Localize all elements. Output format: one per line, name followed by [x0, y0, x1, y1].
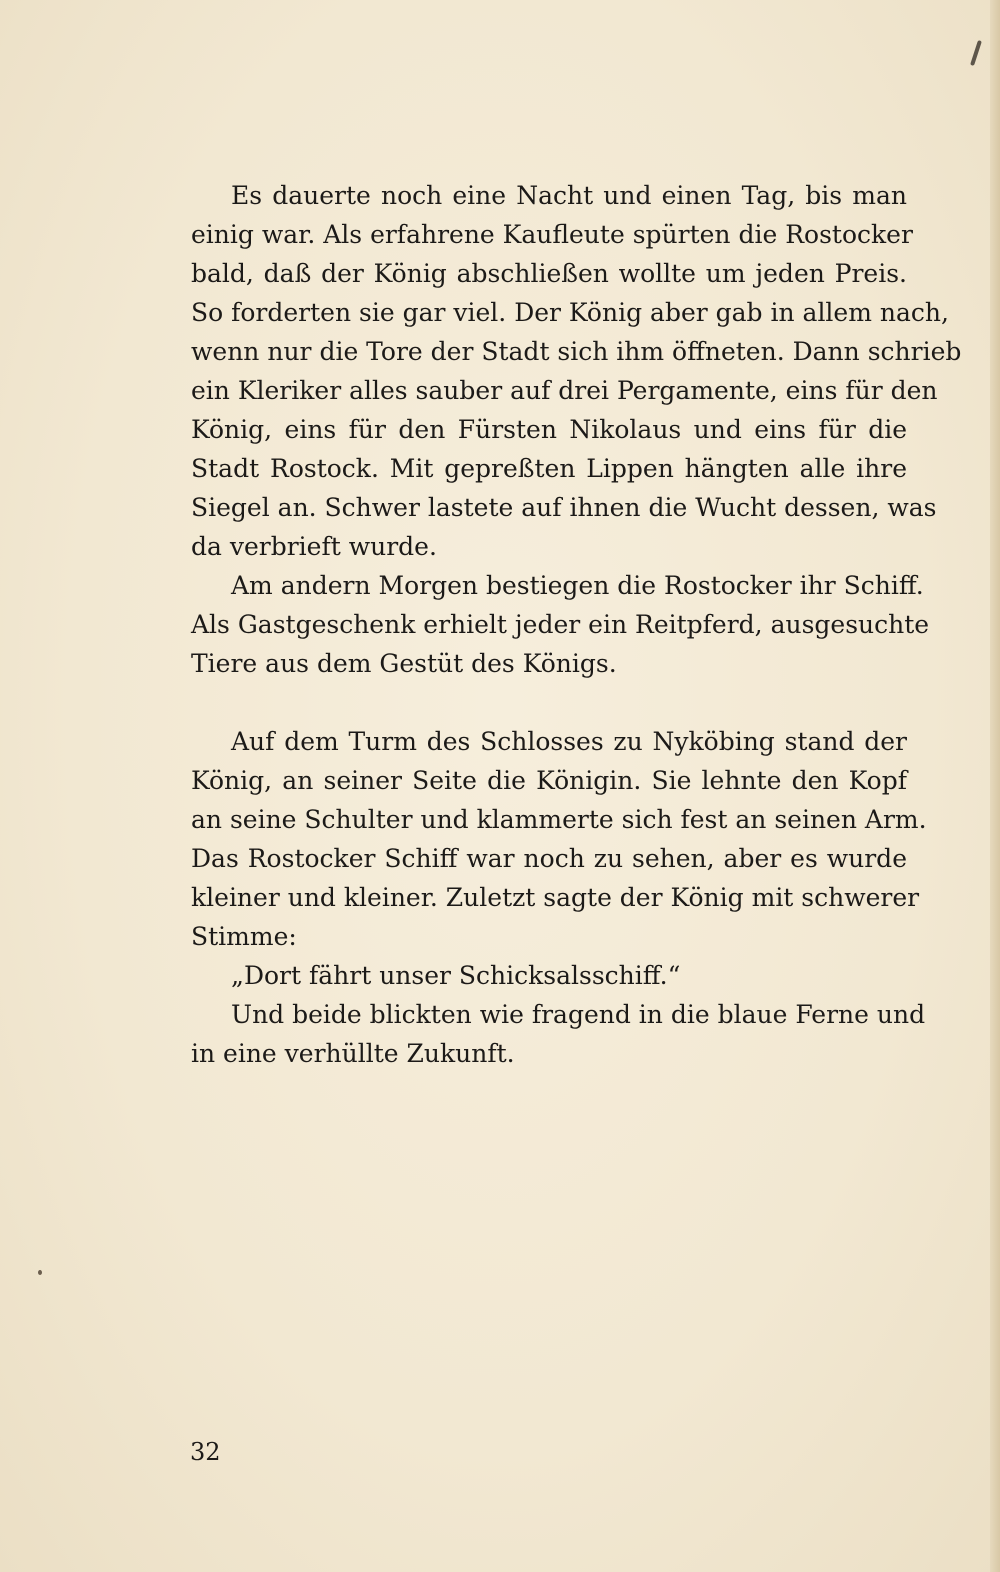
text-line: König, an seiner Seite die Königin. Sie lehnte den Kopf — [191, 766, 907, 795]
paper-speck — [38, 1270, 42, 1275]
text-line: „Dort fährt unser Schicksalsschiff.“ — [231, 961, 681, 990]
text-line: Es dauerte noch eine Nacht und einen Tag, bis man — [231, 181, 907, 210]
paragraph-3 — [191, 722, 927, 956]
text-line: Als Gastgeschenk erhielt jeder ein Reitpferd, ausgesuchte — [191, 610, 930, 639]
text-line: an seine Schulter und klammerte sich fest an seinen Arm. — [191, 805, 927, 834]
text-line: Das Rostocker Schiff war noch zu sehen, aber es wurde — [191, 844, 907, 873]
paragraph-2 — [191, 566, 930, 683]
body-text — [191, 176, 962, 1073]
page-number: 32 — [190, 1438, 221, 1466]
section-break — [191, 683, 907, 722]
text-line: So forderten sie gar viel. Der König aber gab in allem nach, — [191, 298, 949, 327]
text-line: einig war. Als erfahrene Kaufleute spürten die Rostocker — [191, 220, 913, 249]
text-line: Siegel an. Schwer lastete auf ihnen die Wucht dessen, was — [191, 493, 937, 522]
text-line: Auf dem Turm des Schlosses zu Nyköbing stand der — [231, 727, 907, 756]
pencil-mark — [970, 40, 982, 66]
text-line: in eine verhüllte Zukunft. — [191, 1039, 515, 1068]
text-line: Am andern Morgen bestiegen die Rostocker ihr Schiff. — [231, 571, 924, 600]
text-line: Tiere aus dem Gestüt des Königs. — [191, 649, 617, 678]
page-edge — [990, 0, 1000, 1572]
text-line: Stadt Rostock. Mit gepreßten Lippen hängten alle ihre — [191, 454, 907, 483]
text-line: Stimme: — [191, 922, 297, 951]
paragraph-4 — [191, 956, 907, 995]
text-line: bald, daß der König abschließen wollte um jeden Preis. — [191, 259, 907, 288]
text-line: kleiner und kleiner. Zuletzt sagte der König mit schwerer — [191, 883, 920, 912]
text-line: König, eins für den Fürsten Nikolaus und eins für die — [191, 415, 907, 444]
text-line: Und beide blickten wie fragend in die blaue Ferne und — [231, 1000, 926, 1029]
text-line: wenn nur die Tore der Stadt sich ihm öffneten. Dann schrieb — [191, 337, 962, 366]
text-line: ein Kleriker alles sauber auf drei Pergamente, eins für den — [191, 376, 938, 405]
text-line: da verbrieft wurde. — [191, 532, 437, 561]
paragraph-5 — [191, 995, 926, 1073]
paragraph-1 — [191, 176, 962, 566]
